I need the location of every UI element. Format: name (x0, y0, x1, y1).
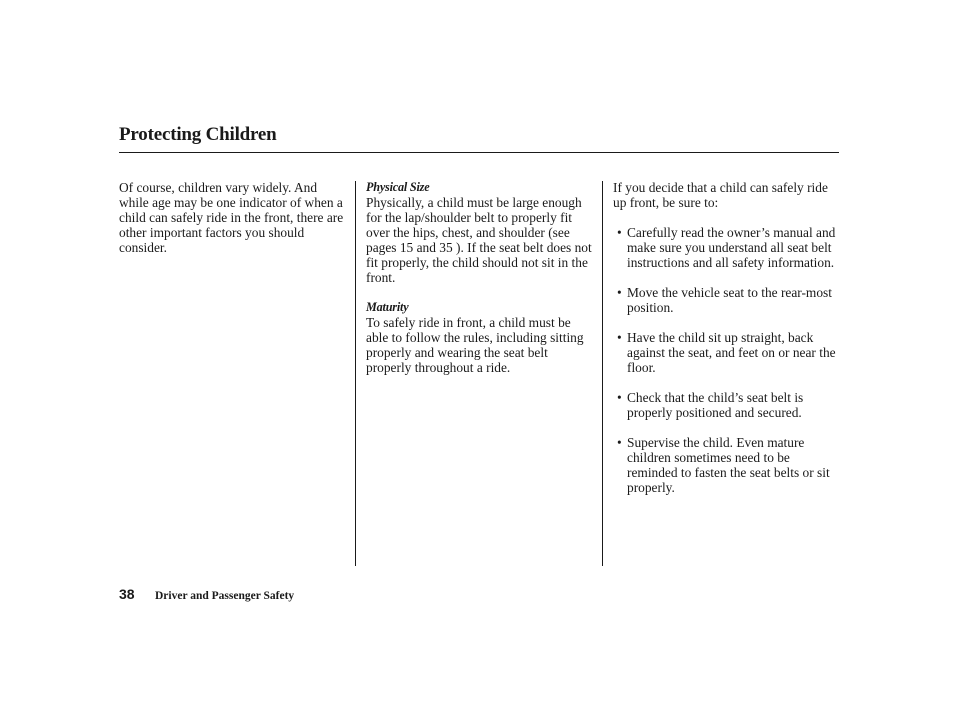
checklist-item-text: Move the vehicle seat to the rear-most position. (627, 285, 832, 315)
bullet-icon: • (617, 225, 622, 240)
column-divider-left (355, 181, 356, 566)
checklist-item-text: Carefully read the owner’s manual and make sure you understand all seat belt instructions and all safety information. (627, 225, 836, 270)
column-divider-right (602, 181, 603, 566)
bullet-icon: • (617, 285, 622, 300)
maturity-heading: Maturity (366, 300, 409, 314)
page-number: 38 (119, 586, 135, 602)
page-title: Protecting Children (119, 124, 277, 145)
checklist-item (613, 330, 843, 375)
physical-size-paragraph: Physically, a child must be large enough for the lap/shoulder belt to properly fit over the hips, chest, and shoulder (see pages 15 and 35 ). If the seat belt does not fit properly, the child should not sit in the front. (366, 195, 592, 285)
paragraph-spacer (366, 285, 594, 300)
checklist-item (613, 390, 843, 420)
physical-size-heading: Physical Size (366, 180, 430, 194)
intro-paragraph: Of course, children vary widely. And while age may be one indicator of when a child can safely ride in the front, there are other important factors you should consider. (119, 180, 344, 255)
section-footer: Driver and Passenger Safety (155, 590, 295, 602)
maturity-paragraph: To safely ride in front, a child must be able to follow the rules, including sitting properly and wearing the seat belt properly throughout a ride. (366, 315, 584, 375)
checklist-item-text: Have the child sit up straight, back against the seat, and feet on or near the floor. (627, 330, 836, 375)
checklist-item-text: Check that the child’s seat belt is properly positioned and secured. (627, 390, 804, 420)
checklist-item-text: Supervise the child. Even mature children sometimes need to be reminded to fasten the seat belts or sit properly. (627, 435, 830, 495)
title-divider (119, 152, 839, 153)
checklist-item (613, 435, 843, 495)
checklist-intro: If you decide that a child can safely ride up front, be sure to: (613, 180, 828, 210)
bullet-icon: • (617, 390, 622, 405)
checklist-item (613, 225, 843, 270)
bullet-icon: • (617, 435, 622, 450)
bullet-icon: • (617, 330, 622, 345)
column-checklist (613, 180, 843, 510)
checklist-item (613, 285, 843, 315)
column-intro (119, 180, 347, 255)
column-criteria (366, 180, 594, 375)
checklist (613, 225, 843, 495)
